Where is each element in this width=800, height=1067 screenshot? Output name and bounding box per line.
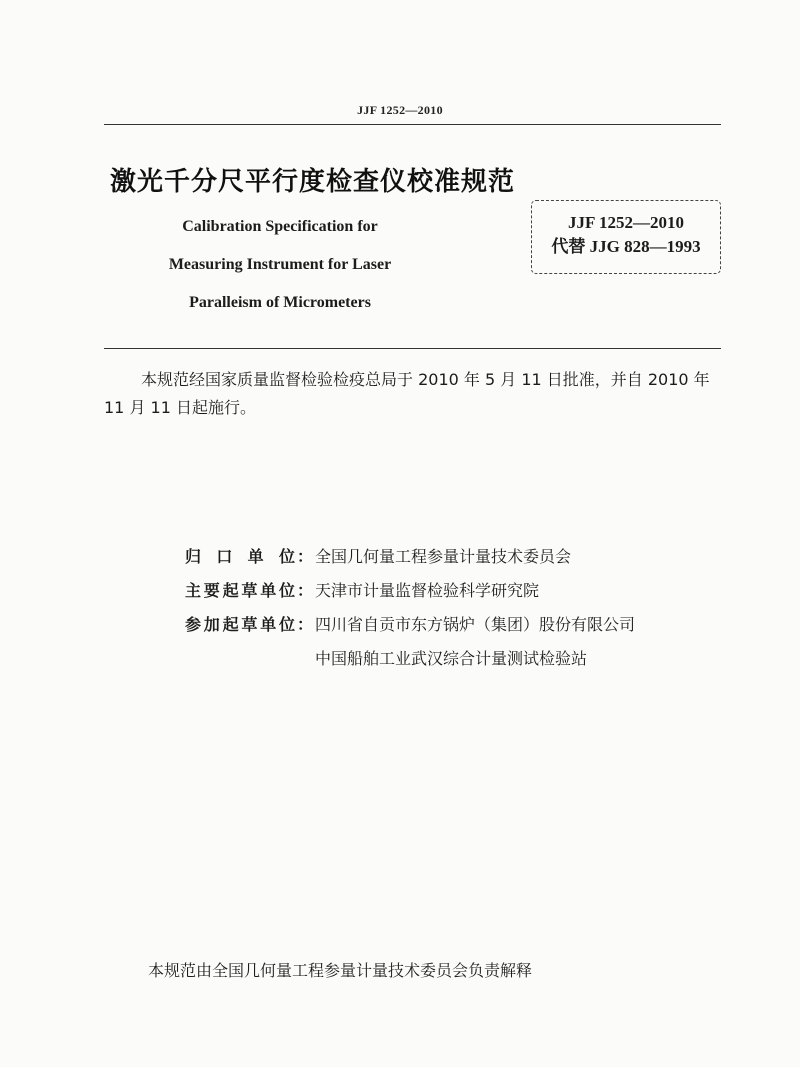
standard-code: JJF 1252—2010 <box>567 213 684 232</box>
section-divider <box>104 348 721 349</box>
interpretation-note: 本规范由全国几何量工程参量计量技术委员会负责解释 <box>148 961 533 980</box>
participating-unit-colon: ： <box>296 614 313 634</box>
main-drafter-label: 主要起草单位 <box>185 580 295 600</box>
header-divider <box>104 124 721 125</box>
replaces-code: 代替 JJG 828—1993 <box>551 237 701 256</box>
participating-unit-row-2 <box>185 640 635 674</box>
main-drafter-row <box>185 572 635 606</box>
responsible-unit-value: 全国几何量工程参量计量技术委员会 <box>315 546 572 566</box>
approval-paragraph: 本规范经国家质量监督检验检疫总局于 2010 年 5 月 11 日批准，并自 2010 年 11 月 11 日起施行。 <box>104 370 710 417</box>
main-drafter-colon: ： <box>296 580 313 600</box>
responsible-unit-row <box>185 538 635 572</box>
participating-unit-value-1: 四川省自贡市东方锅炉（集团）股份有限公司 <box>315 614 636 634</box>
english-title-line-3: Paralleism of Micrometers <box>189 294 371 311</box>
participating-unit-row <box>185 606 635 640</box>
participating-unit-value-2: 中国船舶工业武汉综合计量测试检验站 <box>315 648 588 668</box>
responsible-unit-colon: ： <box>296 546 313 566</box>
main-drafter-value: 天津市计量监督检验科学研究院 <box>315 580 540 600</box>
responsible-unit-label: 归口单位 <box>185 546 295 566</box>
standard-code-box <box>531 200 721 274</box>
participating-unit-label: 参加起草单位 <box>185 614 295 634</box>
english-title-line-2: Measuring Instrument for Laser <box>168 256 392 273</box>
header-standard-code: JJF 1252—2010 <box>357 103 443 117</box>
chinese-title: 激光千分尺平行度检查仪校准规范 <box>110 167 516 197</box>
drafting-units <box>185 538 635 674</box>
english-title <box>150 208 410 322</box>
english-title-line-1: Calibration Specification for <box>182 218 378 235</box>
